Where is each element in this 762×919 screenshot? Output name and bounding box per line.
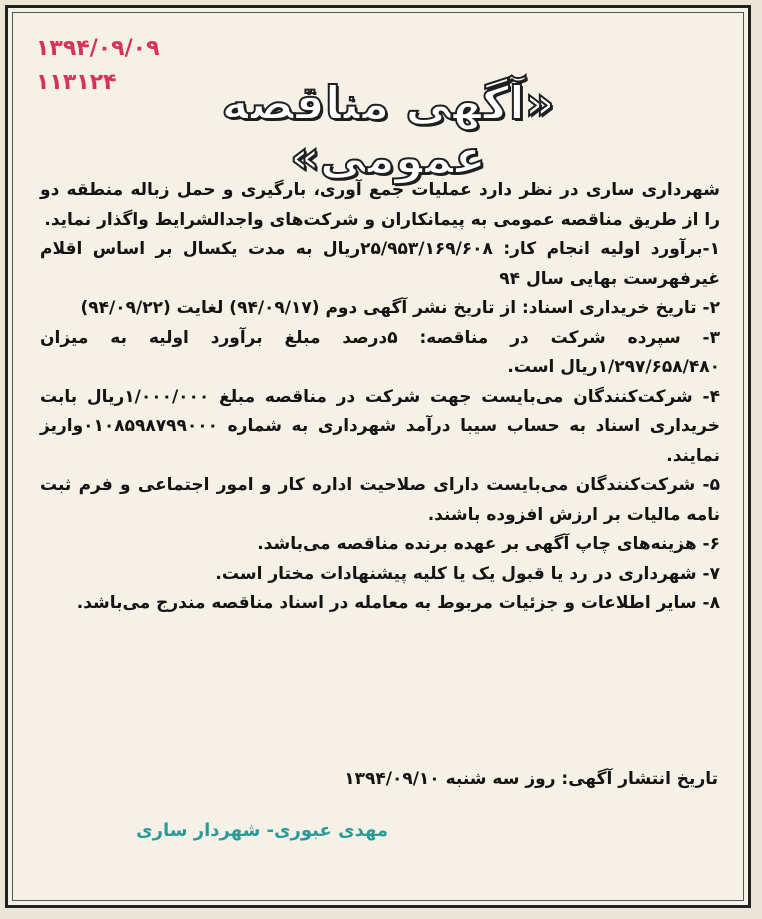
publication-date: تاریخ انتشار آگهی: روز سه شنبه ۱۳۹۴/۰۹/۱۰ <box>344 769 718 789</box>
notice-intro: شهرداری ساری در نظر دارد عملیات جمع آوری، بارگیری و حمل زباله منطقه دو را از طریق مناقصه عمومی به پیمانکاران و شرکت‌های واجدالشرایط واگذار نماید. <box>40 180 720 230</box>
stamp-code: ۱۱۳۱۲۴ <box>36 70 117 95</box>
notice-item-4: ۴- شرکت‌کنندگان می‌بایست جهت شرکت در مناقصه مبلغ ۱/۰۰۰/۰۰۰ریال بابت خریداری اسناد به حساب سیبا درآمد شهرداری به شماره ۰۱۰۸۵۹۸۷۹۹۰۰۰واریز نمایند. <box>40 386 721 466</box>
notice-item-2: ۲- تاریخ خریداری اسناد: از تاریخ نشر آگهی دوم (۹۴/۰۹/۱۷) لغایت (۹۴/۰۹/۲۲) <box>80 298 720 318</box>
notice-item-6: ۶- هزینه‌های چاپ آگهی بر عهده برنده مناقصه می‌باشد. <box>257 534 720 554</box>
notice-title: «آگهی مناقصه عمومی» <box>221 76 555 184</box>
notice-item-3: ۳- سپرده شرکت در مناقصه: ۵درصد مبلغ برآورد اولیه به میزان ۱/۲۹۷/۶۵۸/۴۸۰ریال است. <box>40 327 720 377</box>
signature: مهدی عبوری- شهردار ساری <box>136 820 388 841</box>
notice-item-1: ۱-برآورد اولیه انجام کار: ۲۵/۹۵۳/۱۶۹/۶۰۸ریال به مدت یکسال بر اساس اقلام غیرفهرست بهایی سال ۹۴ <box>40 239 721 289</box>
stamp-date: ۱۳۹۴/۰۹/۰۹ <box>36 36 160 61</box>
notice-body <box>40 176 720 619</box>
notice-item-8: ۸- سایر اطلاعات و جزئیات مربوط به معامله در اسناد مناقصه مندرج می‌باشد. <box>76 593 720 613</box>
notice-item-5: ۵- شرکت‌کنندگان می‌بایست دارای صلاحیت اداره کار و امور اجتماعی و فرم ثبت نامه مالیات بر ارزش افزوده باشند. <box>40 475 720 525</box>
notice-item-7: ۷- شهرداری در رد یا قبول یک یا کلیه پیشنهادات مختار است. <box>215 563 720 584</box>
tender-notice <box>5 5 751 908</box>
